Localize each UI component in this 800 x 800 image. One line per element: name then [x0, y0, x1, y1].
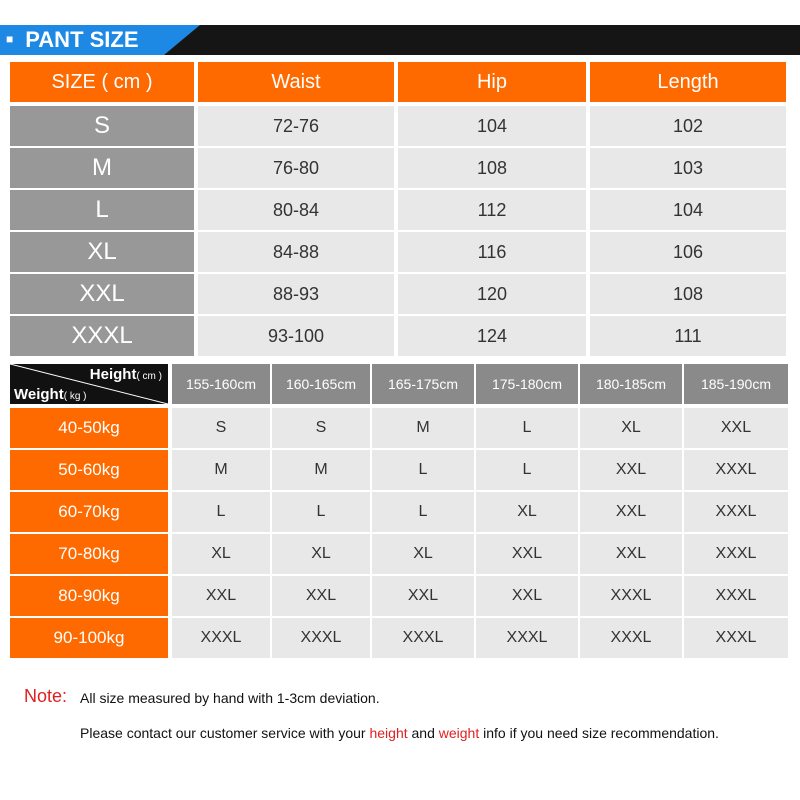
recommended-size-cell: XXL [476, 576, 578, 616]
size-table-cell: 104 [590, 190, 786, 230]
size-table-cell: 112 [398, 190, 586, 230]
size-table-cell: 108 [590, 274, 786, 314]
recommended-size-cell: XXXL [172, 618, 270, 658]
height-header: 160-165cm [272, 364, 370, 404]
weight-label: 80-90kg [10, 576, 168, 616]
recommended-size-cell: XL [272, 534, 370, 574]
table-corner-cell [10, 364, 168, 404]
recommended-size-cell: XL [476, 492, 578, 532]
size-label: L [10, 190, 194, 230]
height-header: 180-185cm [580, 364, 682, 404]
height-header: 165-175cm [372, 364, 474, 404]
size-label: XXL [10, 274, 194, 314]
recommended-size-cell: L [372, 492, 474, 532]
size-table-cell: 116 [398, 232, 586, 272]
size-table-cell: 93-100 [198, 316, 394, 356]
weight-label: 70-80kg [10, 534, 168, 574]
size-table-cell: 106 [590, 232, 786, 272]
weight-label: 40-50kg [10, 408, 168, 448]
corner-weight-label: Weight( kg ) [14, 386, 87, 403]
recommended-size-cell: XXXL [684, 450, 788, 490]
recommended-size-cell: XXXL [272, 618, 370, 658]
recommended-size-cell: XXL [580, 450, 682, 490]
recommended-size-cell: XXXL [684, 576, 788, 616]
height-header: 155-160cm [172, 364, 270, 404]
recommended-size-cell: XXL [684, 408, 788, 448]
size-table-cell: 103 [590, 148, 786, 188]
recommended-size-cell: L [372, 450, 474, 490]
size-table-cell: 72-76 [198, 106, 394, 146]
recommended-size-cell: L [476, 408, 578, 448]
size-table-header: SIZE ( cm ) [10, 62, 194, 102]
size-table-cell: 102 [590, 106, 786, 146]
recommended-size-cell: XXL [580, 534, 682, 574]
size-table-cell: 76-80 [198, 148, 394, 188]
recommended-size-cell: XXXL [580, 618, 682, 658]
size-table-header: Waist [198, 62, 394, 102]
bullet-icon: ■ [6, 32, 14, 47]
recommended-size-cell: XL [580, 408, 682, 448]
recommended-size-cell: M [372, 408, 474, 448]
size-table-cell: 111 [590, 316, 786, 356]
recommended-size-cell: XXXL [684, 492, 788, 532]
size-label: XL [10, 232, 194, 272]
recommended-size-cell: XXXL [476, 618, 578, 658]
corner-height-label: Height( cm ) [89, 366, 162, 383]
weight-label: 90-100kg [10, 618, 168, 658]
size-label: XXXL [10, 316, 194, 356]
recommended-size-cell: XL [172, 534, 270, 574]
size-table-cell: 120 [398, 274, 586, 314]
recommended-size-cell: L [172, 492, 270, 532]
size-table-cell: 80-84 [198, 190, 394, 230]
recommended-size-cell: XXXL [684, 618, 788, 658]
height-header: 185-190cm [684, 364, 788, 404]
recommended-size-cell: XXL [172, 576, 270, 616]
recommended-size-cell: XXL [580, 492, 682, 532]
size-table-cell: 88-93 [198, 274, 394, 314]
recommended-size-cell: XXL [476, 534, 578, 574]
size-table-cell: 104 [398, 106, 586, 146]
recommended-size-cell: S [172, 408, 270, 448]
size-table-cell: 108 [398, 148, 586, 188]
recommended-size-cell: XXXL [684, 534, 788, 574]
recommended-size-cell: S [272, 408, 370, 448]
size-table-cell: 124 [398, 316, 586, 356]
recommended-size-cell: M [272, 450, 370, 490]
recommended-size-cell: L [272, 492, 370, 532]
size-label: M [10, 148, 194, 188]
weight-label: 60-70kg [10, 492, 168, 532]
size-label: S [10, 106, 194, 146]
recommended-size-cell: M [172, 450, 270, 490]
recommended-size-cell: XXXL [580, 576, 682, 616]
recommended-size-cell: XL [372, 534, 474, 574]
recommended-size-cell: XXXL [372, 618, 474, 658]
size-table-cell: 84-88 [198, 232, 394, 272]
banner-title: ■ PANT SIZE [6, 27, 139, 52]
recommended-size-cell: XXL [372, 576, 474, 616]
recommended-size-cell: L [476, 450, 578, 490]
size-table-header: Length [590, 62, 786, 102]
note-line-1: All size measured by hand with 1-3cm deviation. [80, 690, 380, 706]
height-header: 175-180cm [476, 364, 578, 404]
recommended-size-cell: XXL [272, 576, 370, 616]
note-label: Note: [24, 686, 68, 706]
weight-label: 50-60kg [10, 450, 168, 490]
size-table-header: Hip [398, 62, 586, 102]
note-line-2: Please contact our customer service with your height and weight info if you need size recommendation. [80, 725, 719, 741]
